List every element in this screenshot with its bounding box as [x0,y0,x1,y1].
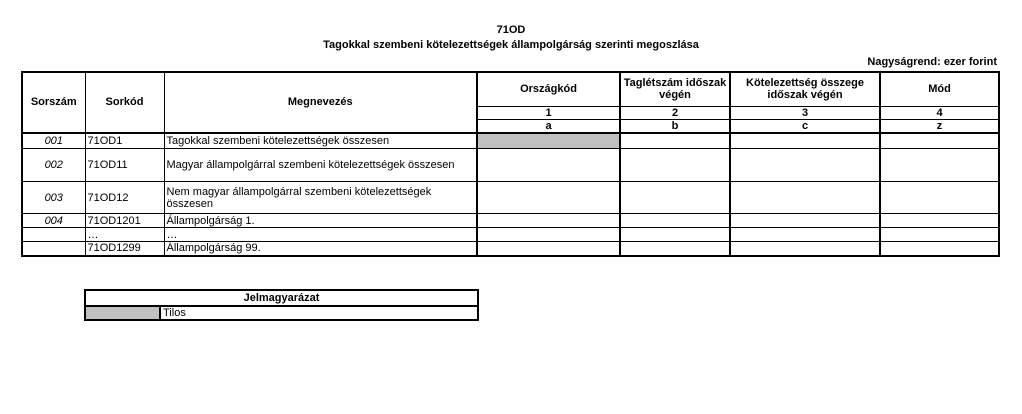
cell-input[interactable] [620,133,730,149]
cell-input[interactable] [730,228,880,242]
row-sorszam: 002 [22,149,85,182]
row-sorszam [22,228,85,242]
cell-input[interactable] [477,214,620,228]
header-col2: Taglétszám időszak végén [620,72,730,106]
legend-label: Tilos [160,306,478,320]
col-num: 4 [880,106,999,119]
cell-input[interactable] [880,214,999,228]
legend-table [84,289,479,321]
cell-input[interactable] [880,182,999,214]
cell-input[interactable] [730,242,880,256]
row-sorszam: 001 [22,133,85,149]
table-row [22,133,999,149]
header-sorszam: Sorszám [22,72,85,133]
cell-input[interactable] [620,228,730,242]
row-sorkod: 71OD11 [85,149,164,182]
cell-input[interactable] [730,214,880,228]
cell-input[interactable] [477,182,620,214]
row-sorkod: 71OD1 [85,133,164,149]
row-megnevezes: … [164,228,477,242]
header-megnevezes: Megnevezés [164,72,477,133]
row-sorszam: 004 [22,214,85,228]
cell-input[interactable] [730,133,880,149]
row-megnevezes: Tagokkal szembeni kötelezettségek összesen [164,133,477,149]
col-num: 2 [620,106,730,119]
row-megnevezes: Állampolgárság 1. [164,214,477,228]
row-sorkod: 71OD12 [85,182,164,214]
row-megnevezes: Nem magyar állampolgárral szembeni kötelezettségek összesen [164,182,477,214]
form-code: 71OD [496,24,526,36]
col-num: 1 [477,106,620,119]
row-megnevezes: Magyar állampolgárral szembeni kötelezettségek összesen [164,149,477,182]
table-row [22,149,999,182]
cell-input[interactable] [880,133,999,149]
table-row [22,182,999,214]
cell-input[interactable] [620,149,730,182]
cell-input[interactable] [880,149,999,182]
header-col3: Kötelezettség összege időszak végén [730,72,880,106]
cell-input[interactable] [620,242,730,256]
cell-input[interactable] [620,182,730,214]
cell-forbidden [477,133,620,149]
data-table [21,71,1000,257]
col-letter: z [880,119,999,133]
cell-input[interactable] [477,242,620,256]
table-row [22,228,999,242]
cell-input[interactable] [880,242,999,256]
row-sorkod: … [85,228,164,242]
row-sorszam [22,242,85,256]
col-letter: c [730,119,880,133]
legend-swatch [85,306,160,320]
unit-label: Nagyságrend: ezer forint [867,56,997,68]
header-sorkod: Sorkód [85,72,164,133]
row-sorszam: 003 [22,182,85,214]
cell-input[interactable] [730,149,880,182]
col-letter: a [477,119,620,133]
table-row [22,242,999,256]
cell-input[interactable] [730,182,880,214]
page-title: Tagokkal szembeni kötelezettségek állampolgárság szerinti megoszlása [323,39,699,51]
col-num: 3 [730,106,880,119]
row-sorkod: 71OD1299 [85,242,164,256]
row-sorkod: 71OD1201 [85,214,164,228]
cell-input[interactable] [620,214,730,228]
header-col4: Mód [880,72,999,106]
cell-input[interactable] [477,228,620,242]
legend-title: Jelmagyarázat [85,290,478,306]
header-col1: Országkód [477,72,620,106]
row-megnevezes: Állampolgárság 99. [164,242,477,256]
cell-input[interactable] [477,149,620,182]
cell-input[interactable] [880,228,999,242]
col-letter: b [620,119,730,133]
table-row [22,214,999,228]
